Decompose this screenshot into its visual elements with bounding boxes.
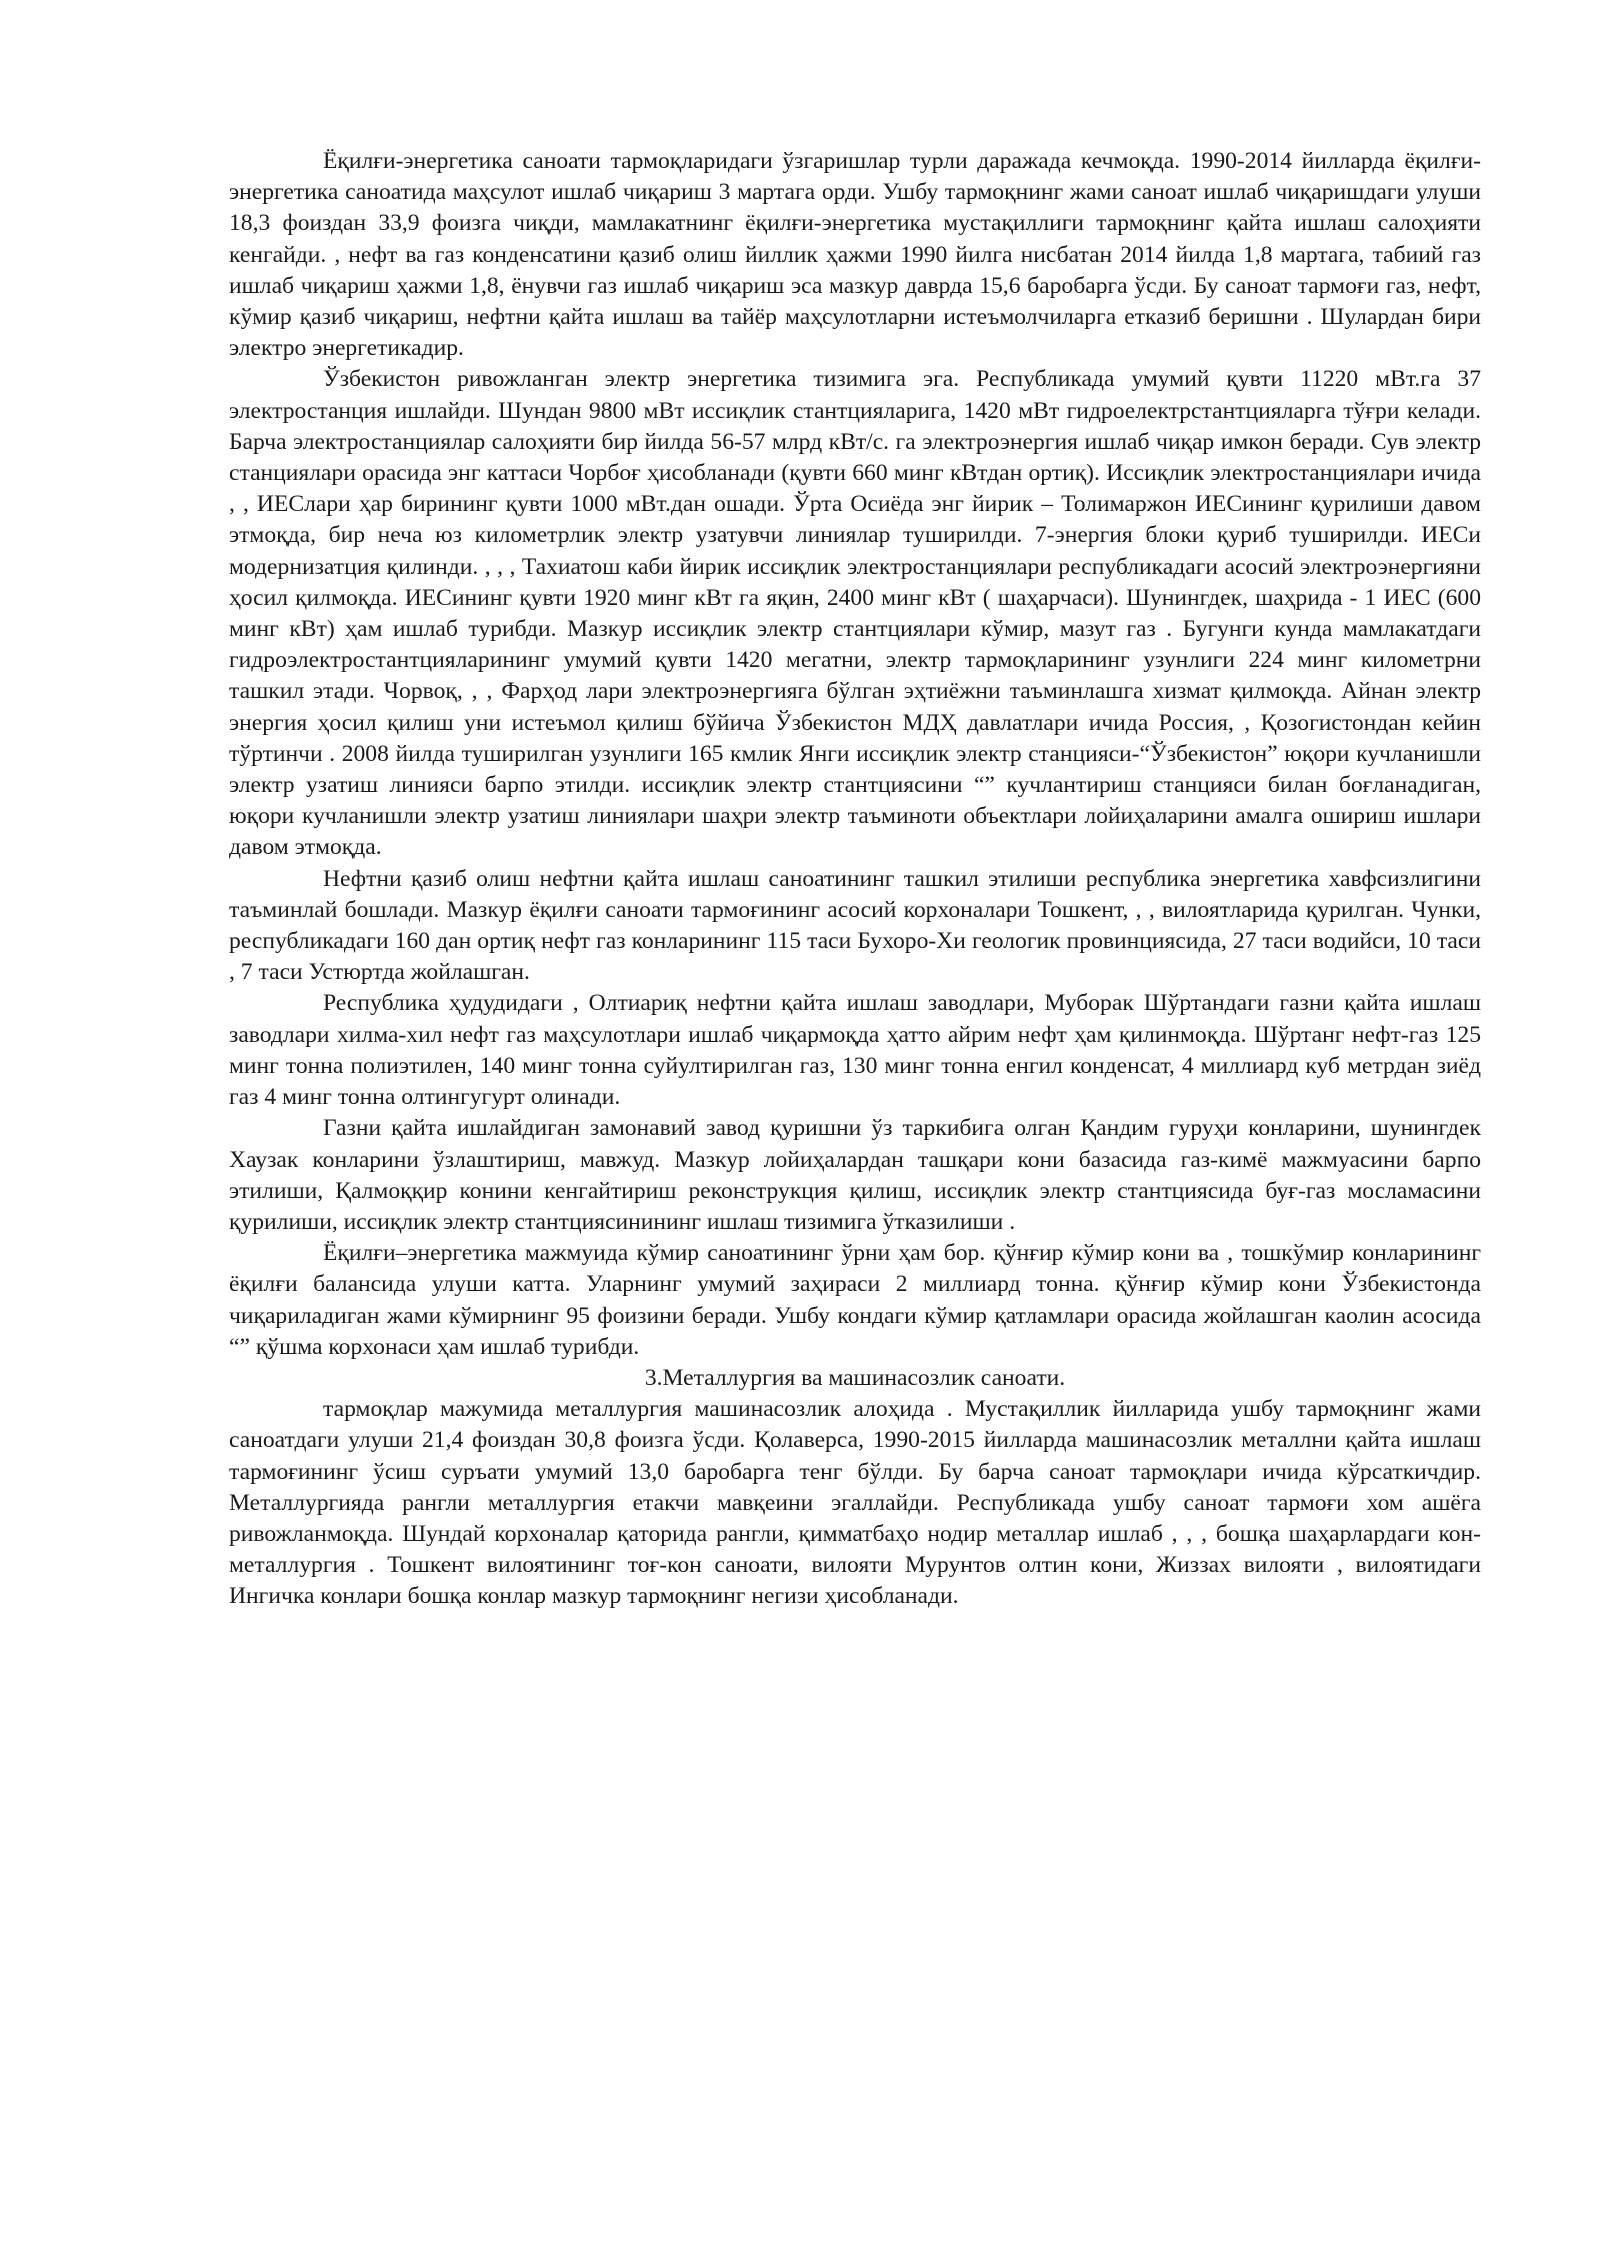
paragraph-gas-processing: Газни қайта ишлайдиган замонавий завод қуришни ўз таркибига олган Қандим гуруҳи конларини, шунингдек Хаузак конларини ўзлаштириш, мавжуд. Мазкур лойиҳалардан ташқари кони базасида газ-кимё мажмуасини барпо этилиши, Қалмоққир конини кенгайтириш реконструкция қилиш, иссиқлик электр стантциясида буғ-газ мосламасини қурилиши, иссиқлик электр стантциясинининг ишлаш тизимига ўтказилиши .	[229, 1115, 1481, 1235]
paragraph-coal-industry: Ёқилғи–энергетика мажмуида кўмир саноатининг ўрни ҳам бор. қўнғир кўмир кони ва , тошкўмир конларининг ёқилғи балансида улуши катта. Уларнинг умумий заҳираси 2 миллиард тонна. қўнғир кўмир кони Ўзбекистонда чиқариладиган жами кўмирнинг 95 фоизини беради. Ушбу кондаги кўмир қатламлари орасида жойлашган каолин асосида “” қўшма корхонаси ҳам ишлаб турибди.	[229, 1240, 1481, 1360]
section-heading: 3.Металлургия ва машинасозлик саноати.	[644, 1364, 1066, 1391]
paragraph-fuel-energy: Ёқилғи-энергетика саноати тармоқларидаги ўзгаришлар турли даражада кечмоқда. 1990-2014 йилларда ёқилғи-энергетика саноатида маҳсулот ишлаб чиқариш 3 мартага орди. Ушбу тармоқнинг жами саноат ишлаб чиқаришдаги улуши 18,3 фоиздан 33,9 фоизга чиқди, мамлакатнинг ёқилғи-энергетика мустақиллиги тармоқнинг қайта ишлаш салоҳияти кенгайди. , нефт ва газ конденсатини қазиб олиш йиллик ҳажми 1990 йилга нисбатан 2014 йилда 1,8 мартага, табиий газ ишлаб чиқариш ҳажми 1,8, ёнувчи газ ишлаб чиқариш эса мазкур даврда 15,6 баробарга ўсди. Бу саноат тармоғи газ, нефт, кўмир қазиб чиқариш, нефтни қайта ишлаш ва тайёр маҳсулотларни истеъмолчиларга етказиб беришни . Шулардан бири электро энергетикадир.	[229, 148, 1481, 362]
paragraph-electric-energy: Ўзбекистон ривожланган электр энергетика тизимига эга. Республикада умумий қувти 11220 мВт.га 37 электростанция ишлайди. Шундан 9800 мВт иссиқлик стантцияларига, 1420 мВт гидроелектрстантцияларга тўғри келади. Барча электростанциялар салоҳияти бир йилда 56-57 млрд кВт/с. га электроэнергия ишлаб чиқар имкон беради. Сув электр станциялари орасида энг каттаси Чорбоғ ҳисобланади (қувти 660 минг кВтдан ортиқ). Иссиқлик электростанциялари ичида , , ИЕСлари ҳар бирининг қувти 1000 мВт.дан ошади. Ўрта Осиёда энг йирик – Толимаржон ИЕСининг қурилиши давом этмоқда, бир неча юз километрлик электр узатувчи линиялар туширилди. 7-энергия блоки қуриб туширилди. ИЕСи модернизатция қилинди. , , , Тахиатош каби йирик иссиқлик электростанциялари республикадаги асосий электроэнергияни ҳосил қилмоқда. ИЕСининг қувти 1920 минг кВт га яқин, 2400 минг кВт ( шаҳарчаси). Шунингдек, шаҳрида - 1 ИЕС (600 минг кВт) ҳам ишлаб турибди. Мазкур иссиқлик электр стантциялари кўмир, мазут газ . Бугунги кунда мамлакатдаги гидроэлектростантцияларининг умумий қувти 1420 мегатни, электр тармоқларининг узунлиги 224 минг километрни ташкил этади. Чорвоқ, , , Фарҳод лари электроэнергияга бўлган эҳтиёжни таъминлашга хизмат қилмоқда. Айнан электр энергия ҳосил қилиш уни истеъмол қилиш бўйича Ўзбекистон МДҲ давлатлари ичида Россия, , Қозогистондан кейин тўртинчи . 2008 йилда туширилган узунлиги 165 кмлик Янги иссиқлик электр станцияси-“Ўзбекистон” юқори кучланишли электр узатиш линияси барпо этилди. иссиқлик электр стантциясини “” кучлантириш станцияси билан боғланадиган, юқори кучланишли электр узатиш линиялари шаҳри электр таъминоти объектлари лойиҳаларини амалга ошириш ишлари давом этмоқда.	[229, 366, 1481, 861]
paragraph-oil-extraction: Нефтни қазиб олиш нефтни қайта ишлаш саноатининг ташкил этилиши республика энергетика хавфсизлигини таъминлай бошлади. Мазкур ёқилғи саноати тармоғининг асосий корхоналари Тошкент, , , вилоятларида қурилган. Чунки, республикадаги 160 дан ортиқ нефт газ конларининг 115 таси Бухоро-Хи геологик провинциясида, 27 таси водийси, 10 таси , 7 таси Устюртда жойлашган.	[229, 865, 1481, 986]
document-page	[229, 146, 1481, 1613]
paragraph-metallurgy: тармоқлар мажумида металлургия машинасозлик алоҳида . Мустақиллик йилларида ушбу тармоқнинг жами саноатдаги улуши 21,4 фоиздан 30,8 фоизга ўсди. Қолаверса, 1990-2015 йилларда машинасозлик металлни қайта ишлаш тармоғининг ўсиш суръати умумий 13,0 баробарга тенг бўлди. Бу барча саноат тармоқлари ичида кўрсаткичдир. Металлургияда рангли металлургия етакчи мавқеини эгаллайди. Республикада ушбу саноат тармоғи хом ашёга ривожланмоқда. Шундай корхоналар қаторида рангли, қимматбаҳо нодир металлар ишлаб , , , бошқа шаҳарлардаги кон-металлургия . Тошкент вилоятининг тоғ-кон саноати, вилояти Мурунтов олтин кони, Жиззах вилояти , вилоятидаги Ингичка конлари бошқа конлар мазкур тармоқнинг негизи ҳисобланади.	[229, 1396, 1481, 1610]
paragraph-refineries: Республика ҳудудидаги , Олтиариқ нефтни қайта ишлаш заводлари, Муборак Шўртандаги газни қайта ишлаш заводлари хилма-хил нефт газ маҳсулотлари ишлаб чиқармоқда ҳатто айрим нефт ҳам қилинмоқда. Шўртанг нефт-газ 125 минг тонна полиэтилен, 140 минг тонна суйултирилган газ, 130 минг тонна енгил конденсат, 4 миллиард куб метрдан зиёд газ 4 минг тонна олтингугурт олинади.	[229, 990, 1481, 1111]
